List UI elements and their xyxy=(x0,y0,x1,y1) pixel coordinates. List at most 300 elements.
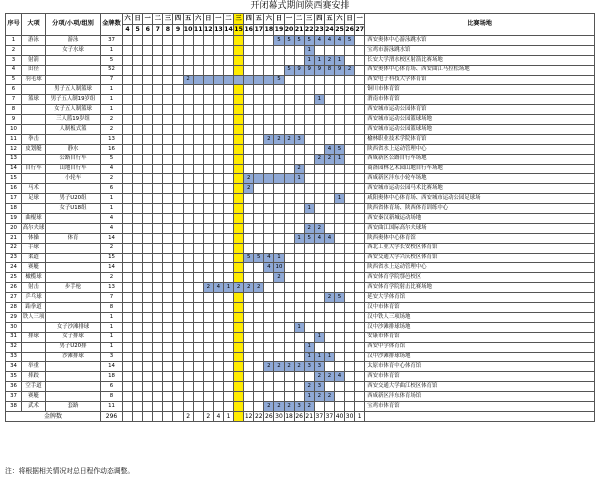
day-cell xyxy=(284,214,294,224)
date-cell: 14 xyxy=(223,25,233,36)
day-cell xyxy=(193,223,203,233)
day-cell xyxy=(234,134,244,144)
row-venue: 西安中学体育馆 xyxy=(365,342,595,352)
day-cell xyxy=(133,95,143,105)
day-cell xyxy=(133,233,143,243)
day-cell xyxy=(264,105,274,115)
day-cell xyxy=(173,293,183,303)
row-index: 17 xyxy=(6,194,22,204)
total-day-cell: 22 xyxy=(254,411,264,422)
day-cell xyxy=(153,401,163,411)
day-cell xyxy=(254,55,264,65)
medal-count-cell: 2 xyxy=(314,392,324,402)
day-cell xyxy=(345,214,355,224)
day-cell xyxy=(173,154,183,164)
day-cell xyxy=(345,154,355,164)
day-cell xyxy=(153,214,163,224)
medal-count-cell: 2 xyxy=(324,154,334,164)
row-sub: 公路自行车 xyxy=(46,154,101,164)
day-cell xyxy=(355,372,365,382)
row-index: 32 xyxy=(6,342,22,352)
medal-count-cell: 3 xyxy=(314,382,324,392)
row-medals: 7 xyxy=(101,293,123,303)
medal-count-cell: 1 xyxy=(314,55,324,65)
day-cell xyxy=(314,134,324,144)
day-cell xyxy=(314,283,324,293)
day-cell xyxy=(324,194,334,204)
day-cell xyxy=(334,263,344,273)
day-cell xyxy=(304,253,314,263)
day-cell xyxy=(153,342,163,352)
table-row xyxy=(6,85,595,95)
day-cell xyxy=(183,184,193,194)
day-cell xyxy=(163,233,173,243)
day-cell xyxy=(143,36,153,46)
day-cell xyxy=(193,115,203,125)
day-cell xyxy=(304,322,314,332)
day-cell xyxy=(274,164,284,174)
medal-count-cell: 5 xyxy=(294,36,304,46)
medal-count-cell: 2 xyxy=(264,362,274,372)
day-cell xyxy=(153,382,163,392)
day-cell xyxy=(294,125,304,135)
day-cell xyxy=(123,352,133,362)
day-cell xyxy=(143,312,153,322)
day-cell xyxy=(334,362,344,372)
row-medals: 18 xyxy=(101,372,123,382)
day-cell xyxy=(355,392,365,402)
day-cell xyxy=(223,352,233,362)
medal-count-cell: 1 xyxy=(314,95,324,105)
day-cell xyxy=(193,233,203,243)
day-cell xyxy=(123,372,133,382)
day-cell xyxy=(314,303,324,313)
day-cell xyxy=(143,45,153,55)
day-cell xyxy=(163,115,173,125)
day-cell xyxy=(234,125,244,135)
medal-count-cell: 4 xyxy=(213,283,223,293)
row-sub xyxy=(46,312,101,322)
weekday-cell: 一 xyxy=(143,14,153,25)
day-cell xyxy=(133,164,143,174)
row-major: 手球 xyxy=(22,243,46,253)
weekday-cell: 四 xyxy=(244,14,254,25)
day-cell xyxy=(345,75,355,85)
day-cell xyxy=(345,382,355,392)
day-cell xyxy=(284,144,294,154)
day-cell xyxy=(345,303,355,313)
day-cell xyxy=(294,204,304,214)
table-row xyxy=(6,115,595,125)
day-cell xyxy=(304,134,314,144)
row-medals: 1 xyxy=(101,332,123,342)
row-medals: 13 xyxy=(101,283,123,293)
day-cell xyxy=(234,382,244,392)
day-cell xyxy=(234,332,244,342)
day-cell xyxy=(223,392,233,402)
row-sub: 体育 xyxy=(46,233,101,243)
day-cell xyxy=(123,75,133,85)
day-cell xyxy=(355,36,365,46)
day-cell xyxy=(254,392,264,402)
day-cell xyxy=(264,125,274,135)
day-cell xyxy=(203,223,213,233)
day-cell xyxy=(133,352,143,362)
day-cell xyxy=(143,144,153,154)
row-major xyxy=(22,105,46,115)
day-cell xyxy=(294,75,304,85)
day-cell xyxy=(163,154,173,164)
day-cell xyxy=(173,95,183,105)
row-venue: 太原市体育中心体育馆 xyxy=(365,362,595,372)
day-cell xyxy=(163,401,173,411)
row-sub: 人制板式篮 xyxy=(46,125,101,135)
day-cell xyxy=(294,332,304,342)
day-cell xyxy=(334,283,344,293)
day-cell xyxy=(213,95,223,105)
day-cell xyxy=(345,204,355,214)
day-cell xyxy=(223,342,233,352)
day-cell xyxy=(133,273,143,283)
day-cell xyxy=(153,223,163,233)
day-cell xyxy=(334,382,344,392)
day-cell xyxy=(223,223,233,233)
day-cell xyxy=(234,174,244,184)
day-cell xyxy=(274,293,284,303)
day-cell xyxy=(123,214,133,224)
row-major: 马术 xyxy=(22,184,46,194)
day-cell xyxy=(254,263,264,273)
weekday-cell: 六 xyxy=(334,14,344,25)
day-cell xyxy=(254,204,264,214)
day-cell xyxy=(193,263,203,273)
row-major xyxy=(22,154,46,164)
header-medals: 金牌数 xyxy=(101,14,123,36)
day-cell xyxy=(264,115,274,125)
row-medals: 1 xyxy=(101,95,123,105)
day-cell xyxy=(304,85,314,95)
date-cell: 13 xyxy=(213,25,223,36)
day-cell xyxy=(314,263,324,273)
day-cell xyxy=(143,75,153,85)
day-cell xyxy=(294,55,304,65)
day-cell xyxy=(314,184,324,194)
day-cell xyxy=(334,352,344,362)
day-cell xyxy=(213,342,223,352)
day-cell xyxy=(143,95,153,105)
day-cell xyxy=(355,253,365,263)
day-cell xyxy=(153,75,163,85)
day-cell xyxy=(133,174,143,184)
day-cell xyxy=(123,134,133,144)
day-cell xyxy=(183,273,193,283)
day-cell xyxy=(123,392,133,402)
day-cell xyxy=(213,164,223,174)
header-sub: 分项/小项/组别 xyxy=(46,14,101,36)
day-cell xyxy=(163,164,173,174)
day-cell xyxy=(334,392,344,402)
day-cell xyxy=(284,95,294,105)
day-cell xyxy=(355,45,365,55)
row-medals: 1 xyxy=(101,322,123,332)
row-medals: 13 xyxy=(101,134,123,144)
day-cell xyxy=(334,253,344,263)
day-cell xyxy=(183,154,193,164)
day-cell xyxy=(284,154,294,164)
day-cell xyxy=(304,174,314,184)
day-cell xyxy=(163,194,173,204)
day-cell xyxy=(355,55,365,65)
row-medals: 16 xyxy=(101,144,123,154)
day-cell xyxy=(274,214,284,224)
day-cell xyxy=(274,243,284,253)
day-cell xyxy=(355,303,365,313)
day-cell xyxy=(355,332,365,342)
day-cell xyxy=(143,214,153,224)
table-row xyxy=(6,75,595,85)
day-cell xyxy=(324,273,334,283)
day-cell xyxy=(123,293,133,303)
day-cell xyxy=(314,164,324,174)
day-cell xyxy=(314,253,324,263)
day-cell xyxy=(153,115,163,125)
medal-count-cell: 9 xyxy=(314,65,324,75)
day-cell xyxy=(284,303,294,313)
table-row xyxy=(6,125,595,135)
day-cell xyxy=(123,164,133,174)
day-cell xyxy=(203,65,213,75)
row-sub xyxy=(46,263,101,273)
day-cell xyxy=(173,45,183,55)
medal-count-cell: 1 xyxy=(294,233,304,243)
day-cell xyxy=(254,273,264,283)
date-cell: 23 xyxy=(314,25,324,36)
day-cell xyxy=(193,392,203,402)
day-cell xyxy=(284,392,294,402)
day-cell xyxy=(334,214,344,224)
day-cell xyxy=(314,243,324,253)
day-cell xyxy=(304,263,314,273)
day-cell xyxy=(274,332,284,342)
day-cell xyxy=(254,214,264,224)
day-cell xyxy=(203,312,213,322)
day-cell xyxy=(324,115,334,125)
day-cell xyxy=(213,401,223,411)
day-cell xyxy=(153,95,163,105)
row-venue: 西北工业大学长安校区体育馆 xyxy=(365,243,595,253)
day-cell xyxy=(153,352,163,362)
day-cell xyxy=(314,174,324,184)
day-cell xyxy=(234,312,244,322)
day-cell xyxy=(183,372,193,382)
total-day-cell: 30 xyxy=(274,411,284,422)
day-cell xyxy=(314,45,324,55)
row-index: 36 xyxy=(6,382,22,392)
day-cell xyxy=(203,144,213,154)
day-cell xyxy=(244,243,254,253)
weekday-cell: 六 xyxy=(264,14,274,25)
day-cell xyxy=(355,204,365,214)
day-cell xyxy=(183,283,193,293)
row-venue: 宝鸡市游泳跳水馆 xyxy=(365,45,595,55)
day-cell xyxy=(193,204,203,214)
day-cell xyxy=(264,204,274,214)
medal-count-cell: 2 xyxy=(244,283,254,293)
day-cell xyxy=(254,125,264,135)
medal-count-cell: 4 xyxy=(334,372,344,382)
day-cell xyxy=(345,253,355,263)
row-sub xyxy=(46,372,101,382)
day-cell xyxy=(203,85,213,95)
day-cell xyxy=(324,184,334,194)
day-cell xyxy=(133,45,143,55)
table-row xyxy=(6,95,595,105)
row-major xyxy=(22,322,46,332)
day-cell xyxy=(123,85,133,95)
day-cell xyxy=(133,223,143,233)
day-cell xyxy=(355,283,365,293)
day-cell xyxy=(284,184,294,194)
row-index: 21 xyxy=(6,233,22,243)
medal-count-cell: 2 xyxy=(254,283,264,293)
day-cell xyxy=(254,95,264,105)
row-medals: 1 xyxy=(101,194,123,204)
day-cell xyxy=(234,273,244,283)
day-cell xyxy=(234,154,244,164)
day-cell xyxy=(334,332,344,342)
day-cell xyxy=(193,322,203,332)
day-cell xyxy=(133,194,143,204)
day-cell xyxy=(254,45,264,55)
day-cell xyxy=(264,243,274,253)
day-cell xyxy=(143,223,153,233)
day-cell xyxy=(314,214,324,224)
day-cell xyxy=(244,95,254,105)
row-venue: 西安城市运动公园马术比赛场地 xyxy=(365,184,595,194)
row-venue: 陕西奥体中心体育馆 xyxy=(365,233,595,243)
day-cell xyxy=(254,233,264,243)
table-row xyxy=(6,154,595,164)
weekday-cell: 五 xyxy=(324,14,334,25)
day-cell xyxy=(254,322,264,332)
day-cell xyxy=(163,312,173,322)
row-index: 6 xyxy=(6,85,22,95)
table-row xyxy=(6,352,595,362)
day-cell xyxy=(254,134,264,144)
day-cell xyxy=(324,382,334,392)
day-cell xyxy=(294,194,304,204)
day-cell xyxy=(123,65,133,75)
day-cell xyxy=(355,115,365,125)
day-cell xyxy=(173,233,183,243)
day-cell xyxy=(183,164,193,174)
day-cell xyxy=(244,164,254,174)
medal-count-cell: 9 xyxy=(294,65,304,75)
day-cell xyxy=(153,332,163,342)
day-cell xyxy=(143,134,153,144)
day-cell xyxy=(274,65,284,75)
day-cell xyxy=(223,303,233,313)
day-cell xyxy=(203,263,213,273)
row-sub: 女子五人制篮球 xyxy=(46,105,101,115)
medal-count-cell: 1 xyxy=(304,352,314,362)
medal-count-cell: 1 xyxy=(304,45,314,55)
day-cell xyxy=(274,312,284,322)
day-cell xyxy=(173,55,183,65)
day-cell xyxy=(133,362,143,372)
day-cell xyxy=(334,401,344,411)
day-cell xyxy=(153,164,163,174)
day-cell xyxy=(284,312,294,322)
day-cell xyxy=(264,174,274,184)
day-cell xyxy=(193,382,203,392)
day-cell xyxy=(213,223,223,233)
day-cell xyxy=(183,65,193,75)
medal-count-cell: 2 xyxy=(264,134,274,144)
day-cell xyxy=(264,233,274,243)
day-cell xyxy=(203,134,213,144)
medal-count-cell: 2 xyxy=(264,401,274,411)
day-cell xyxy=(183,105,193,115)
row-index: 10 xyxy=(6,125,22,135)
day-cell xyxy=(244,65,254,75)
row-major: 乒乓球 xyxy=(22,293,46,303)
day-cell xyxy=(173,312,183,322)
day-cell xyxy=(173,342,183,352)
day-cell xyxy=(123,263,133,273)
day-cell xyxy=(324,401,334,411)
day-cell xyxy=(183,332,193,342)
day-cell xyxy=(163,263,173,273)
table-row xyxy=(6,144,595,154)
day-cell xyxy=(143,263,153,273)
day-cell xyxy=(234,253,244,263)
day-cell xyxy=(345,164,355,174)
day-cell xyxy=(123,105,133,115)
day-cell xyxy=(133,382,143,392)
row-major xyxy=(22,115,46,125)
day-cell xyxy=(284,223,294,233)
day-cell xyxy=(345,184,355,194)
day-cell xyxy=(163,382,173,392)
medal-count-cell: 2 xyxy=(324,392,334,402)
day-cell xyxy=(294,243,304,253)
day-cell xyxy=(314,293,324,303)
day-cell xyxy=(254,332,264,342)
day-cell xyxy=(153,362,163,372)
day-cell xyxy=(153,144,163,154)
day-cell xyxy=(234,85,244,95)
total-day-cell: 4 xyxy=(213,411,223,422)
medal-count-cell: 1 xyxy=(334,154,344,164)
day-cell xyxy=(153,253,163,263)
table-row xyxy=(6,273,595,283)
medal-count-cell: 1 xyxy=(223,283,233,293)
day-cell xyxy=(264,85,274,95)
row-venue: 西安市体育馆 xyxy=(365,372,595,382)
medal-count-cell: 9 xyxy=(334,65,344,75)
day-cell xyxy=(223,184,233,194)
day-cell xyxy=(163,204,173,214)
day-cell xyxy=(153,174,163,184)
day-cell xyxy=(254,243,264,253)
day-cell xyxy=(183,253,193,263)
day-cell xyxy=(254,164,264,174)
day-cell xyxy=(203,95,213,105)
day-cell xyxy=(223,194,233,204)
row-index: 18 xyxy=(6,204,22,214)
row-index: 19 xyxy=(6,214,22,224)
